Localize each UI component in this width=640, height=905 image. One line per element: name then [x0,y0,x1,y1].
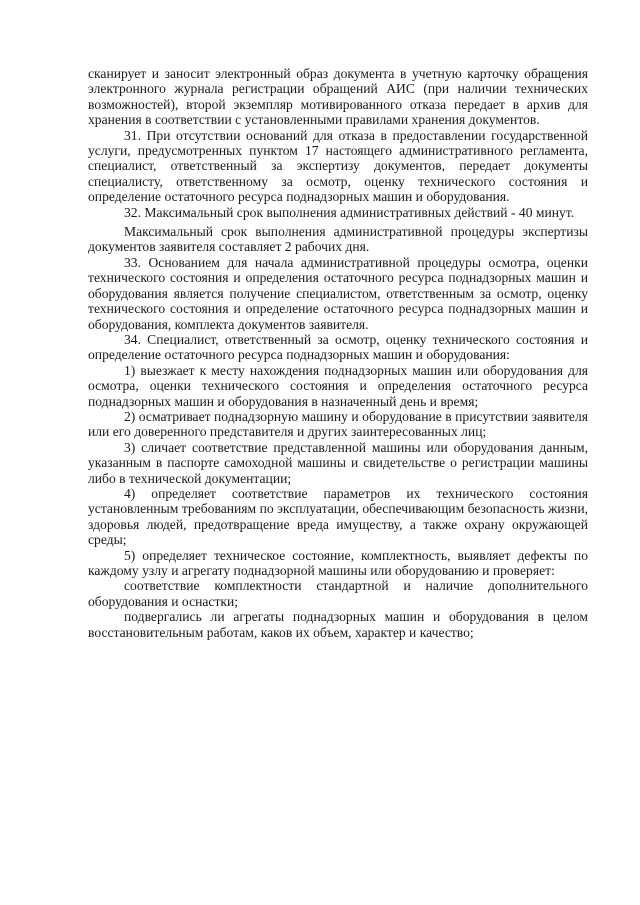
paragraph: Максимальный срок выполнения административной процедуры экспертизы документов заявителя составляет 2 рабочих дня. [88,224,588,255]
paragraph: 32. Максимальный срок выполнения административных действий - 40 минут. [124,204,575,220]
list-item: 4) определяет соответствие параметров их технического состояния установленным требованиям по эксплуатации, обеспечивающим безопасность жизни, здоровья людей, предотвращение вреда имуществу, а также охрану окружающей среды; [88,485,588,548]
document-page [88,66,588,640]
sub-item: подвергались ли агрегаты поднадзорных машин и оборудования в целом восстановительным работам, каков их объем, характер и качество; [88,609,588,640]
list-item: 5) определяет техническое состояние, комплектность, выявляет дефекты по каждому узлу и агрегату поднадзорной машины или оборудованию и проверяет: [88,547,588,578]
paragraph: 34. Специалист, ответственный за осмотр, оценку технического состояния и определение остаточного ресурса поднадзорных машин и оборудования: [88,331,588,363]
list-item: 3) сличает соответствие представленной машины или оборудования данным, указанным в паспорте самоходной машины и свидетельстве о регистрации машины либо в технической документации; [88,439,588,486]
paragraph: сканирует и заносит электронный образ документа в учетную карточку обращения электронного журнала регистрации обращений АИС (при наличии технических возможностей), второй экземпляр мотивированного отказа передает в архив для хранения в соответствии с установленными правилами хранения документов. [88,66,588,128]
sub-item: соответствие комплектности стандартной и наличие дополнительного оборудования и оснастки; [88,578,588,609]
paragraph: 31. При отсутствии оснований для отказа в предоставлении государственной услуги, предусмотренных пунктом 17 настоящего административного регламента, специалист, ответственный за экспертизу документов, передает документы специалисту, ответственному за осмотр, оценку технического состояния и определение остаточного ресурса поднадзорных машин и оборудования. [88,127,588,205]
list-item: 1) выезжает к месту нахождения поднадзорных машин или оборудования для осмотра, оценки технического состояния и определения остаточного ресурса поднадзорных машин и оборудования в назначенный день и время; [88,362,588,409]
list-item: 2) осматривает поднадзорную машину и оборудование в присутствии заявителя или его доверенного представителя и других заинтересованных лиц; [88,408,588,440]
paragraph: 33. Основанием для начала административной процедуры осмотра, оценки технического состояния и определения остаточного ресурса поднадзорных машин и оборудования является получение специалистом, ответственным за осмотр, оценку технического состояния и определение остаточного ресурса поднадзорных машин и оборудования, комплекта документов заявителя. [88,254,588,332]
